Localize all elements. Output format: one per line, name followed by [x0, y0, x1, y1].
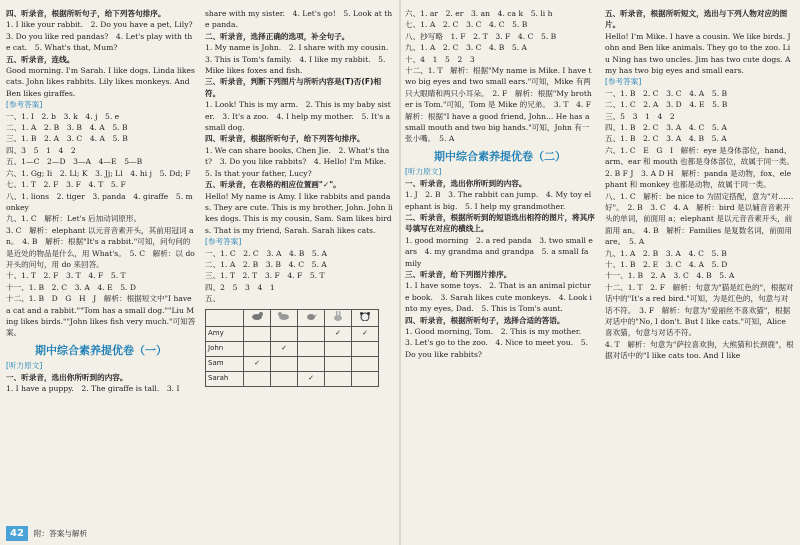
- bird-icon: [298, 309, 325, 326]
- table-row: [206, 356, 379, 371]
- col4-line: 四、1. B 2. C 3. A 4. C 5. A: [605, 123, 728, 133]
- row-name: Sarah: [206, 371, 244, 386]
- table-cell: [298, 356, 325, 371]
- col1-line: 五、听录音，连线。: [6, 54, 75, 64]
- col1-line: 十一、1. B 2. C 3. A 4. E 5. D: [6, 282, 136, 292]
- section-title-2: 期中综合素养提优卷（二）: [434, 149, 566, 163]
- col4-line: Hello! I'm Mike. I have a cousin. We like birds. John and Ben like animals. They go to the zoo. Liu Ning has two uncles. Jim has two cute dogs. Amy has two big eyes and small ears.: [605, 31, 791, 76]
- section-title-1: 期中综合素养提优卷（一）: [35, 343, 167, 357]
- col3_tail-line: 1. good morning 2. a red panda 3. two small ears 4. my grandma and grandpa 5. a small family: [405, 235, 593, 268]
- column-3-lines: [405, 8, 599, 145]
- table-row: [206, 326, 379, 341]
- table-cell: [352, 356, 379, 371]
- col2-line: 1. Look! This is my arm. 2. This is my baby sister. 3. It's a zoo. 4. I help my mother. 5. It's a small dog.: [205, 100, 391, 133]
- col2-line: [参考答案]: [205, 237, 242, 247]
- col2-line: 三、听录音，判断下列图片与所听内容是(T)否(F)相符。: [205, 77, 382, 98]
- column-1-lines: [6, 8, 201, 339]
- col1-line: 六、1. Gg; Ii 2. Ll; K 3. Jj; Ll 4. hi j 5. Dd; F: [6, 168, 191, 178]
- col3-line: 七、1. A 2. C 3. C 4. C 5. B: [405, 20, 528, 30]
- col3_tail-line: 一、听录音，选出你所听到的内容。: [405, 178, 527, 188]
- col1_tail-line: [听力原文]: [6, 361, 43, 371]
- col1-line: 二、1. A 2. B 3. B 4. A 5. B: [6, 123, 128, 133]
- column-1: [6, 8, 201, 394]
- table-cell: ✓: [244, 356, 271, 371]
- row-name: Sam: [206, 356, 244, 371]
- row-name: John: [206, 341, 244, 356]
- col4-line: 十一、1. B 2. A 3. C 4. B 5. A: [605, 271, 735, 281]
- table-cell: [325, 341, 352, 356]
- column-3: [405, 8, 599, 360]
- column-4: [605, 8, 795, 362]
- col2-line: 一、1. C 2. C 3. A 4. B 5. A: [205, 248, 328, 258]
- col3_tail-line: 1. J 2. B 3. The rabbit can jump. 4. My toy elephant is big. 5. I help my grandmother.: [405, 190, 592, 211]
- table-cell: [244, 371, 271, 386]
- page-gutter: [399, 0, 401, 545]
- col4-line: 三、5 3 1 4 2: [605, 111, 675, 121]
- page-number: 42: [6, 526, 28, 541]
- col3_tail-line: 四、听录音，根据所听句子，选择合适的答语。: [405, 315, 565, 325]
- table-row: [206, 341, 379, 356]
- dog-2-icon: [271, 309, 298, 326]
- table-row: [206, 371, 379, 386]
- col1-line: 三、1. B 2. A 3. C 4. A 5. B: [6, 134, 128, 144]
- col4-line: [参考答案]: [605, 77, 642, 87]
- col3-line: 十二、1. T 解析：根据"My name is Mike. I have two big eyes and two small ears."可知，Mike 有两只大眼睛和两只小耳朵。 2. F 解析：根据"My brother is Tom."可知，Tom 是 Mike 的兄弟。 3. T 4. F 解析：根据"I have a good friend, John... He has a small mouth and two big hands."可知，John 有一张小嘴。 5. A: [405, 66, 599, 144]
- col2-line: 1. My name is John. 2. I share with my cousin. 3. This is Tom's family. 4. I like my rabbit. 5. Mike likes foxes and fish.: [205, 43, 396, 76]
- table-corner: [206, 309, 244, 326]
- col1-line: 3. C 解析：elephant 以元音音素开头，其前用冠词 an。 4. B 解析：根据"It's a rabbit."可知，问句问的是近处的物品是什么，用 What's。 5. C 解析：以 do 开头的问句，用 do 来回答。: [6, 225, 195, 269]
- col1_tail-line: 1. I have a puppy. 2. The giraffe is tall. 3. I: [6, 384, 180, 393]
- col2-line: 1. We can share books, Chen Jie. 2. What's that? 3. Do you like rabbits? 4. Hello! I'm Mike. 5. Is that your father, Lucy?: [205, 145, 394, 178]
- col1-line: [参考答案]: [6, 100, 43, 110]
- table-cell: [271, 326, 298, 341]
- table-header-row: [206, 309, 379, 326]
- col3_tail-line: 三、听录音，给下列图片排序。: [405, 269, 512, 279]
- col1-line: 五、1—C 2—D 3—A 4—E 5—B: [6, 157, 143, 167]
- table-cell: [244, 326, 271, 341]
- table-cell: ✓: [325, 326, 352, 341]
- col4-line: 十、1. B 2. E 3. C 4. A 5. D: [605, 259, 728, 269]
- answer-table: [205, 309, 379, 387]
- column-2-lines: [205, 8, 395, 305]
- col4-line: 4. T 解析：句意为"萨拉喜欢狗，大熊猫和长颈鹿"，根据对话中的"I like cats too. And I like: [605, 339, 794, 361]
- col1-line: 四、听录音，根据所听句子，给下列答句排序。: [6, 9, 166, 18]
- table-cell: [271, 356, 298, 371]
- row-name: Amy: [206, 326, 244, 341]
- col1-line: 四、3 5 1 4 2: [6, 145, 76, 155]
- table-cell: [352, 341, 379, 356]
- col1-line: 十、1. T 2. F 3. T 4. F 5. T: [6, 271, 126, 281]
- table-cell: [325, 371, 352, 386]
- col3_tail-line: [听力原文]: [405, 167, 442, 177]
- col4-line: 六、1. C E G I 解析：eye 是身体部位，hand、arm、ear 和 mouth 也都是身体部位，故属于同一类。2. B F J 3. A D H 解析：panda 是动物，fox、elephant 和 monkey 也都是动物，故属于同一类。: [605, 145, 794, 190]
- table-cell: ✓: [352, 326, 379, 341]
- col4-line: 十二、1. T 2. F 解析：句意为"猫是红色的"，根据对话中的"It's a red bird."可知，为是红色的，句意与对话不符。 3. F 解析：句意为"爱丽丝不喜欢猫"，根据对话中的"No, I don't. But I like cats."可知，Alice 喜欢猫，句意与对话不符。: [605, 282, 794, 338]
- col3-line: 九、1. A 2. C 3. C 4. B 5. A: [405, 43, 528, 53]
- col4-line: 一、1. B 2. C 3. C 4. A 5. B: [605, 88, 728, 98]
- table-cell: [325, 356, 352, 371]
- column-4-lines: [605, 8, 795, 362]
- col1_tail-line: 一、听录音，选出你所听到的内容。: [6, 372, 128, 382]
- col2-line: 四、听录音，根据所听句子，给下列答句排序。: [205, 134, 365, 144]
- col3_tail-line: 1. I have some toys. 2. That is an animal picture book. 3. Sarah likes cute monkeys. 4. Look into my eyes, Dad. 5. This is Tom's aunt.: [405, 281, 592, 314]
- table-cell: [298, 326, 325, 341]
- col2-line: 五、: [205, 294, 221, 304]
- panda-icon: [352, 309, 379, 326]
- col4-line: 九、1. A 2. B 3. A 4. C 5. B: [605, 248, 727, 258]
- table-cell: [352, 371, 379, 386]
- col3_tail-line: 1. Good morning, Tom. 2. This is my mother. 3. Let's go to the zoo. 4. Nice to meet you. 5. Do you like rabbits?: [405, 326, 589, 359]
- page-footer: [6, 526, 87, 541]
- col3-line: 八、抄写略 1. F 2. T 3. F 4. C 5. B: [405, 31, 557, 41]
- col4-line: 二、1. C 2. A 3. D 4. E 5. B: [605, 100, 728, 110]
- rabbit-icon: [325, 309, 352, 326]
- col1-line: 十二、1. B D G H J 解析：根据短文中"I have a cat and a rabbit.""Tom has a small dog.""Liu Ming likes birds.""John likes fish very much."可知答案。: [6, 294, 196, 338]
- col2-line: 三、1. T 2. T 3. F 4. F 5. T: [205, 271, 325, 281]
- col2-line: share with my sister. 4. Let's go! 5. Look at the panda.: [205, 9, 393, 30]
- table-cell: ✓: [271, 341, 298, 356]
- col2-line: 二、1. A 2. B 3. B 4. C 5. A: [205, 259, 327, 269]
- col4-line: 八、1. C 解析：be nice to 为固定搭配，意为"对……好"。 2. B 3. C 4. A 解析：bird 是以辅音音素开头的单词，前面用 a；elephant 是以元音音素开头，前面用 an。 4. B 解析：Families 是复数名词，前面用 are。 5. A: [605, 191, 794, 247]
- col2-line: Hello! My name is Amy. I like rabbits and pandas. They are cute. This is my brother, John. John likes dogs. This is my cousin, Sam. Sam likes birds. That is my friend, Sarah. Sarah likes cats.: [205, 191, 393, 235]
- col2-line: 四、2 5 3 4 1: [205, 282, 275, 292]
- table-cell: [298, 341, 325, 356]
- col1-line: Good morning. I'm Sarah. I like dogs. Linda likes cats. John likes rabbits. Lily likes monkeys. And Ben likes giraffes.: [6, 66, 195, 98]
- column-1-tail: [6, 360, 196, 394]
- col1-line: 七、1. T 2. F 3. F 4. T 5. F: [6, 180, 126, 190]
- col3-line: 六、1. ar 2. er 3. an 4. ca k 5. li h: [405, 9, 553, 18]
- col4-line: 五、1. B 2. C 3. A 4. B 5. A: [605, 134, 727, 144]
- column-3-tail: [405, 166, 595, 360]
- col3-line: 十、4 1 5 2 3: [405, 54, 475, 64]
- col4-line: 五、听录音，根据所听短文，选出与下列人物对应的图片。: [605, 9, 788, 30]
- col2-line: 五、听录音，在表格的相应位置画"✓"。: [205, 180, 341, 190]
- footer-text: 附：答案与解析: [33, 529, 88, 538]
- col1-line: 八、1. lions 2. tiger 3. panda 4. giraffe 5. monkey: [6, 191, 193, 212]
- col1-line: 九、1. C 解析：Let's 后加动词原形。: [6, 214, 142, 224]
- col3_tail-line: 二、听录音，根据所听到的短语选出相符的图片，将其序号填写在对应的横线上。: [405, 212, 595, 234]
- table-cell: ✓: [298, 371, 325, 386]
- dog-icon: [244, 309, 271, 326]
- column-2: [205, 8, 395, 387]
- col2-line: 二、听录音，选择正确的选项，补全句子。: [205, 31, 350, 41]
- col1-line: 1. I like your rabbit. 2. Do you have a pet, Lily? 3. Do you like red pandas? 4. Let's play with the cat. 5. What's that, Mum?: [6, 20, 201, 53]
- col1-line: 一、1. I 2. b 3. k 4. j 5. e: [6, 111, 120, 121]
- table-cell: [244, 341, 271, 356]
- table-cell: [271, 371, 298, 386]
